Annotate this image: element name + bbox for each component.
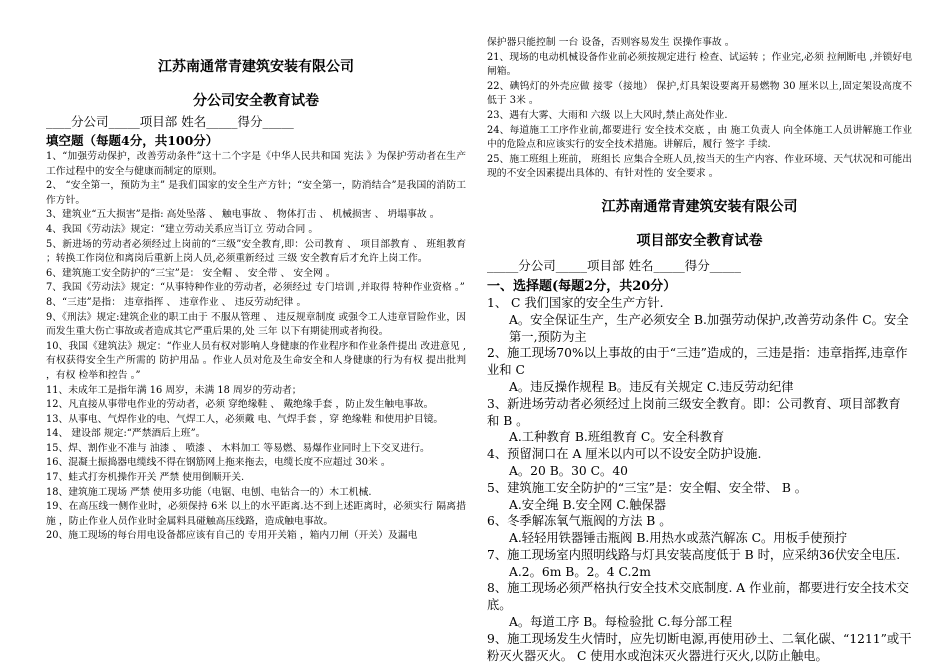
question: 7、我国《劳动法》规定：“从事特种作业的劳动者，必须经过 专门培训 ,并取得 特种作业资格 。”	[46, 282, 465, 294]
question: 15、焊、割作业不准与 油漆 、 喷漆 、 木料加工 等易燃、易爆作业同时上下交叉进行。	[46, 442, 430, 454]
question: 17、蛙式打夯机操作开关 严禁 使用倒顺开关.	[46, 472, 245, 484]
question: 8、“三违”是指： 违章指挥 、 违章作业 、 违反劳动纪律 。	[46, 296, 307, 308]
question: 20、施工现场的每台用电设备都应该有自己的 专用开关箱 ，箱内刀闸（开关）及漏电	[46, 530, 418, 542]
question: 2、 “安全第一，预防为主” 是我们国家的安全生产方针；“安全第一，防消结合”是我国的消防工作方针。	[46, 180, 466, 206]
choice-question: 7、施工现场室内照明线路与灯具安装高度低于 B 时，应采纳36伏安全电压.	[487, 547, 901, 562]
choice-options: A.工种教育 B.班组教育 C。安全科教育	[509, 430, 725, 445]
question: 21、现场的电动机械设备作业前必须按规定进行 检查、试运转 ；作业完,必须 拉闸断电 ,并锁好电闸箱。	[487, 51, 912, 78]
info-line: _____分公司_____项目部 姓名_____得分_____	[487, 257, 741, 273]
question: 6、建筑施工安全防护的“三宝”是： 安全帽 、 安全带 、 安全网 。	[46, 267, 336, 279]
question: 25、施工班组上班前， 班组长 应集合全班人员,按当天的生产内容、作业环境、天气状况和可能出现的不安全因素提出具体的、有针对性的 安全要求 。	[487, 153, 912, 180]
right-column	[487, 36, 912, 664]
choice-question: 1、 C 我们国家的安全生产方针.	[487, 295, 664, 310]
question: 24、每道施工工序作业前,都要进行 安全技术交底 ，由 施工负责人 向全体施工人员讲解施工作业中的危险点和应该实行的安全技术措施。讲解后，履行 签字 手续.	[487, 124, 912, 151]
choice-questions	[487, 295, 912, 665]
question: 10、我国《建筑法》规定：“作业人员有权对影响人身健康的作业程序和作业条件提出 改进意见 ,有权获得安全生产所需的 防护用品 。作业人员对危及生命安全和人身健康的行为有权 提出批判 ，有权 检举和控告 。”	[46, 340, 466, 381]
choice-question: 5、建筑施工安全防护的“三宝”是：安全帽、安全带、 B 。	[487, 480, 808, 495]
info-line: ____分公司_____项目部 姓名_____得分_____	[46, 114, 294, 129]
choice-question: 2、施工现场70%以上事故的由于“三违”造成的，三违是指：违章指挥,违章作业和 C	[487, 346, 908, 378]
question: 1、“加强劳动保护，改善劳动条件”这十二个字是《中华人民共和国 宪法 》为保护劳动者在生产工作过程中的安全与健康而制定的原则。	[46, 151, 466, 177]
choice-options: A.轻轻用铁器锤击瓶阀 B.用热水或蒸汽解冻 C。用板手使预拧	[509, 531, 848, 546]
question: 22、碘钨灯的外壳应做 接零（接地） 保护,灯具架设要离开易燃物 30 厘米以上,固定架设高度不低于 3米 。	[487, 80, 912, 107]
choice-question: 4、预留洞口在 A 厘米以内可以不设安全防护设施.	[487, 447, 762, 462]
exam-title: 分公司安全教育试卷	[193, 93, 319, 109]
question: 3、建筑业“五大损害”是指: 高处坠落 、 触电事故 、 物体打击 、 机械损害 、 坍塌事故 。	[46, 209, 440, 221]
choice-question: 6、冬季解冻氧气瓶阀的方法 B 。	[487, 514, 672, 529]
choice-question: 9、施工现场发生火情时，应先切断电源,再使用砂土、二氧化碳、“1211”或干粉灭火器灭火。 C 使用水或泡沫灭火器进行灭火,以防止触电。	[487, 631, 912, 663]
question: 5、新进场的劳动者必须经过上岗前的“三级”安全教育,即：公司教育 、 项目部教育 、 班组教育 ；转换工作岗位和离岗后重新上岗人员,必须重新经过 三级 安全教育后才允许上岗工作。	[46, 238, 466, 265]
question: 4、我国《劳动法》规定：“建立劳动关系应当订立 劳动合同 。	[46, 223, 319, 235]
choice-options: A。20 B。30 C。40	[509, 463, 628, 478]
choice-options: A。每道工序 B。每检验批 C.每分部工程	[509, 615, 733, 630]
question: 18、建筑施工现场 严禁 使用多功能（电锯、电刨、电钻合一的）木工机械.	[46, 486, 372, 498]
choice-options: A.2。6m B。2。4 C.2m	[509, 564, 651, 579]
question: 保护器只能控制 一台 设备，否则容易发生 误操作事故 。	[487, 37, 735, 48]
section-heading: 一、选择题(每题2分，共20分）	[487, 278, 677, 294]
question: 14、 建设部 规定:“严禁酒后上班”。	[46, 428, 206, 440]
choice-options: A。安全保证生产，生产必须安全 B.加强劳动保护,改善劳动条件 C。安全第一,预防为主	[509, 312, 909, 344]
company-title: 江苏南通常青建筑安装有限公司	[158, 59, 354, 75]
question: 9、《刑法》规定:建筑企业的职工由于 不服从管理 、 违反规章制度 或强令工人违章冒险作业，因而发生重大伤亡事故或者造成其它严重后果的,处 三年 以下有期徒刑或者拘役。	[46, 311, 466, 338]
continued-questions	[487, 36, 912, 182]
choice-question: 3、新进场劳动者必须经过上岗前三级安全教育。即：公司教育、项目部教育和 B 。	[487, 396, 901, 428]
exam-title: 项目部安全教育试卷	[636, 232, 763, 249]
section-heading: 填空题（每题4分，共100分）	[46, 133, 219, 148]
left-column	[46, 56, 466, 544]
question: 23、遇有大雾、大雨和 六级 以上大风时,禁止高处作业.	[487, 109, 728, 121]
question: 16、混凝土振捣器电缆线不得在钢筋网上拖来拖去，电缆长度不应超过 30米 。	[46, 457, 391, 469]
question: 13、从事电、气焊作业的电、气焊工人，必须戴 电、气焊手套 ，穿 绝缘鞋 和使用护目镜。	[46, 413, 444, 425]
question-list	[46, 150, 466, 544]
question: 11、未成年工是指年满 16 周岁，未满 18 周岁的劳动者；	[46, 384, 302, 396]
choice-options: A.安全绳 B.安全网 C.触保器	[509, 497, 667, 512]
question: 12、凡直接从事带电作业的劳动者，必须 穿绝缘鞋 、 戴绝缘手套 ，防止发生触电事故。	[46, 399, 434, 411]
company-title: 江苏南通常青建筑安装有限公司	[601, 198, 798, 215]
choice-question: 8、施工现场必须严格执行安全技术交底制度. A 作业前，都要进行安全技术交底。	[487, 581, 909, 613]
choice-options: A。违反操作规程 B。违反有关规定 C.违反劳动纪律	[509, 379, 794, 394]
question: 19、在高压线一侧作业时，必须保持 6米 以上的水平距离.达不到上述距离时，必须实行 隔离措施 ，防止作业人员作业时金属料具碰触高压线路，造成触电事故。	[46, 501, 466, 527]
